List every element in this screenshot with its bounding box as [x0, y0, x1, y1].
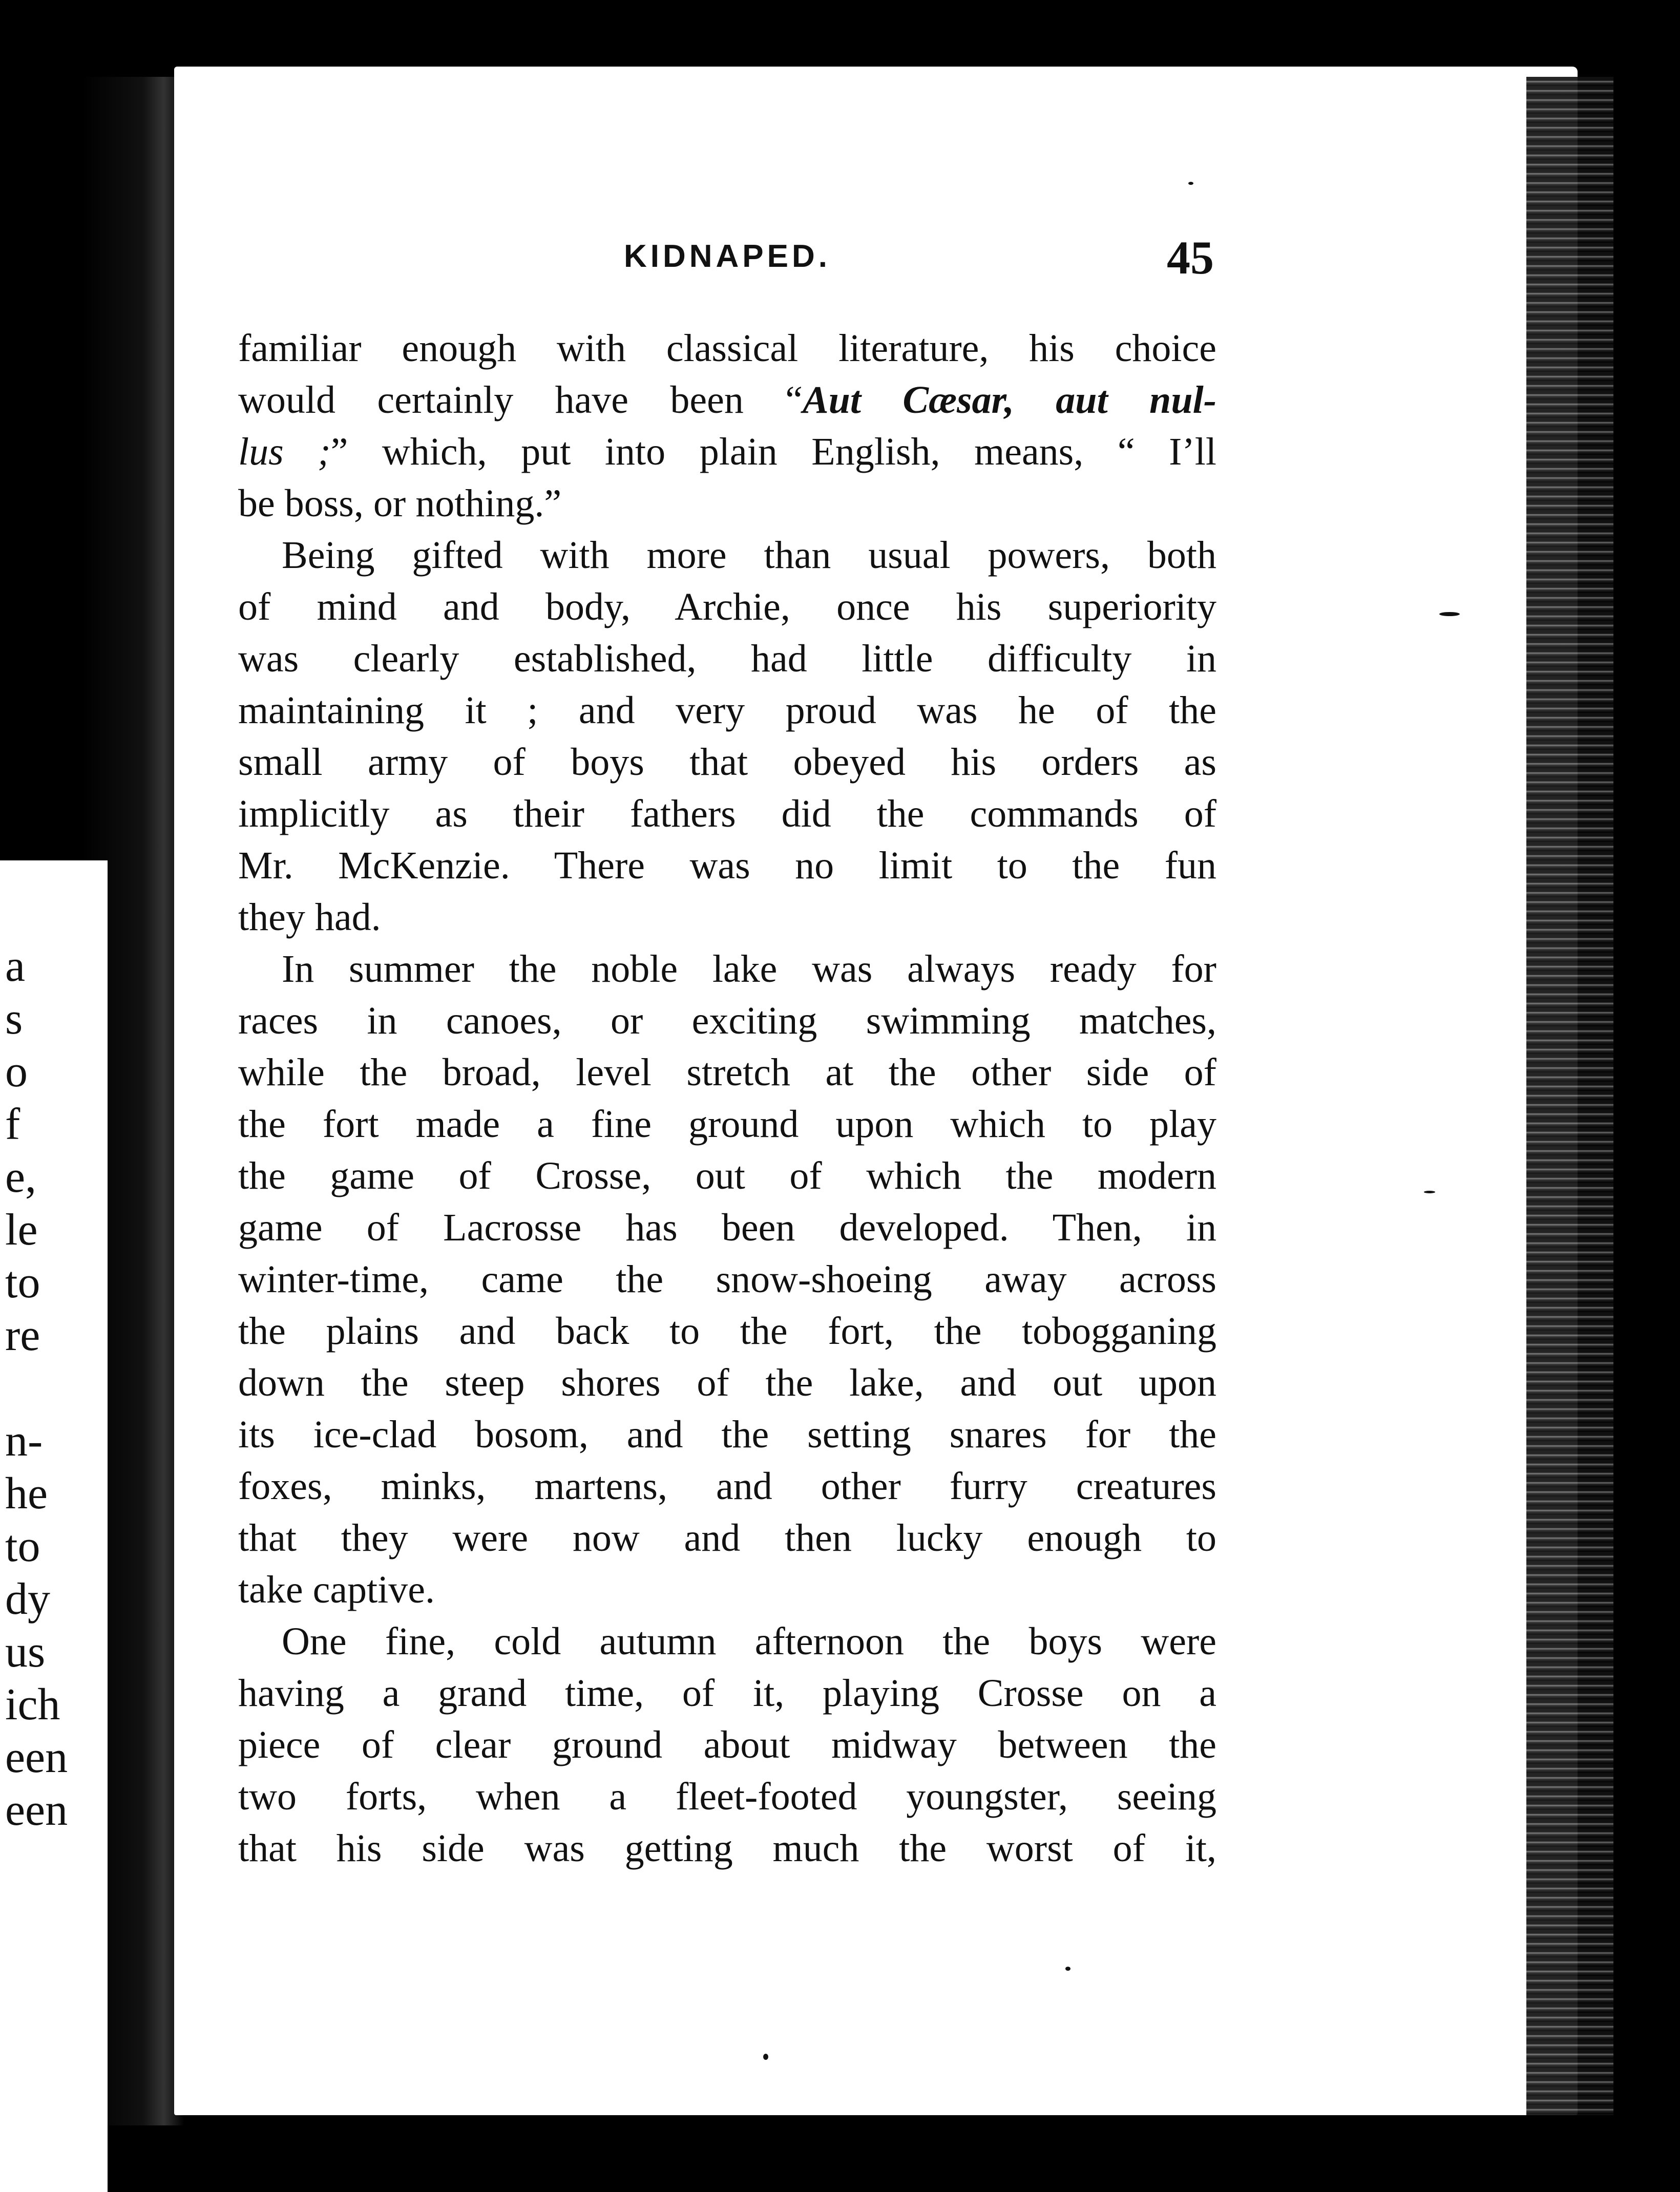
fragment-line: s: [5, 994, 23, 1044]
fragment-line: he: [5, 1469, 48, 1519]
text-line: its ice-clad bosom, and the setting snares for the: [238, 1413, 1216, 1456]
fragment-line: een: [5, 1785, 68, 1835]
fragment-line: f: [5, 1100, 20, 1149]
fragment-line: dy: [5, 1574, 50, 1624]
text-line: piece of clear ground about midway between the: [238, 1723, 1216, 1766]
page-number: 45: [1167, 231, 1214, 284]
text-line: familiar enough with classical literature, his choice: [238, 327, 1216, 370]
text-line: down the steep shores of the lake, and out upon: [238, 1361, 1216, 1404]
text-line: races in canoes, or exciting swimming matches,: [238, 999, 1216, 1042]
text-line: [238, 374, 1216, 426]
text-line: maintaining it ; and very proud was he of the: [238, 689, 1216, 732]
text-line: of mind and body, Archie, once his superiority: [238, 585, 1216, 628]
fragment-line: a: [5, 941, 26, 991]
text-line: the fort made a fine ground upon which to play: [238, 1103, 1216, 1146]
text-line: foxes, minks, martens, and other furry creatures: [238, 1465, 1216, 1508]
fragment-line: [5, 1362, 108, 1415]
scan-speck: [1424, 1191, 1435, 1193]
text-span: ” which, put into plain English, means, “ I’ll: [330, 430, 1217, 473]
text-line: that they were now and then lucky enough to: [238, 1516, 1216, 1559]
text-line: Mr. McKenzie. There was no limit to the fun: [238, 844, 1216, 887]
scan-speck: [763, 2054, 768, 2060]
text-line: having a grand time, of it, playing Crosse on a: [238, 1672, 1216, 1715]
fragment-line: le: [5, 1205, 38, 1255]
text-line: winter-time, came the snow-shoeing away across: [238, 1258, 1216, 1301]
text-span: would certainly have been “: [238, 378, 803, 421]
page-edge-shadow: [1526, 77, 1613, 2115]
text-line: that his side was getting much the worst of it,: [238, 1827, 1216, 1870]
text-line: was clearly established, had little difficulty in: [238, 637, 1216, 680]
text-line: game of Lacrosse has been developed. Then, in: [238, 1206, 1216, 1249]
text-line: [238, 426, 1216, 478]
scan-speck: [1188, 182, 1193, 185]
fragment-line: n-: [5, 1416, 43, 1466]
fragment-line: to: [5, 1522, 40, 1571]
text-line: take captive.: [238, 1568, 435, 1611]
fragment-line: re: [5, 1311, 40, 1360]
text-line: the plains and back to the fort, the tobogganing: [238, 1310, 1216, 1353]
text-line: while the broad, level stretch at the other side of: [238, 1051, 1216, 1094]
latin-phrase: Aut Cæsar, aut nul-: [802, 378, 1217, 421]
text-line: the game of Crosse, out of which the modern: [238, 1154, 1216, 1197]
fragment-line: o: [5, 1047, 28, 1097]
scan-speck: [1439, 612, 1460, 616]
running-title: KIDNAPED.: [623, 239, 831, 274]
text-line: implicitly as their fathers did the commands of: [238, 792, 1216, 835]
scan-speck: [1065, 1967, 1070, 1971]
fragment-line: e,: [5, 1152, 37, 1202]
latin-phrase-end: lus ;: [238, 430, 331, 473]
fragment-line: een: [5, 1733, 68, 1782]
fragment-line: us: [5, 1627, 46, 1677]
page-body: [238, 323, 1216, 1874]
text-line: In summer the noble lake was always ready for: [282, 947, 1216, 990]
text-line: small army of boys that obeyed his orders as: [238, 741, 1216, 784]
text-line: they had.: [238, 896, 381, 939]
fragment-line: to: [5, 1258, 40, 1308]
text-line: One fine, cold autumn afternoon the boys were: [282, 1620, 1216, 1663]
fragment-line: ich: [5, 1680, 60, 1730]
text-line: two forts, when a fleet-footed youngster, seeing: [238, 1775, 1216, 1818]
text-line: Being gifted with more than usual powers, both: [282, 534, 1216, 577]
text-line: be boss, or nothing.”: [238, 482, 562, 525]
facing-page-text-fragment: [5, 940, 108, 1837]
